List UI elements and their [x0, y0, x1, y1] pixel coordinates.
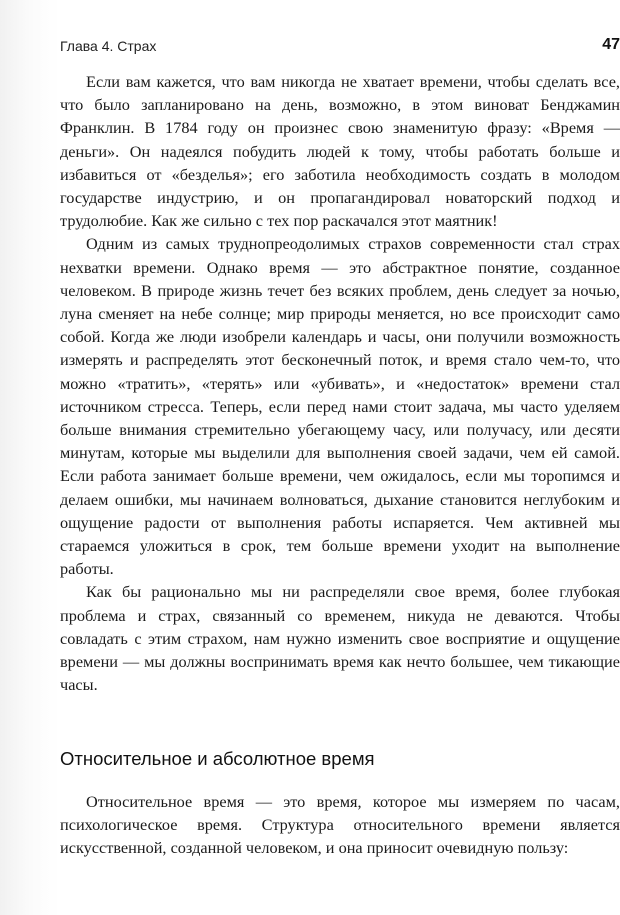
- paragraph-fear-of-time: Одним из самых труднопреодолимых страхов современности стал страх нехватки времени. Однако время — это абстрактное понятие, созданное человеком. В природе жизнь течет без всяких проблем, день следует за ночью, луна сменяет на небе солнце; мир природы меняется, но все происходит само собой. Когда же люди изобрели календарь и часы, они получили возможность измерять и распределять этот бесконечный поток, и время стало чем-то, что можно «тратить», «терять» или «убивать», и «недостаток» времени стал источником стресса. Теперь, если перед нами стоит задача, мы часто уделяем больше внимания стремительно убегающему часу, или получасу, или десяти минутам, которые мы выделили для выполнения своей задачи, чем ей самой. Если работа занимает больше времени, чем ожидалось, если мы торопимся и делаем ошибки, мы начинаем волноваться, дыхание становится неглубоким и ощущение радости от выполнения работы испаряется. Чем активней мы стараемся уложиться в срок, тем больше времени уходит на выполнение работы.: [60, 234, 620, 579]
- page-header: [60, 36, 620, 58]
- section-heading: Относительное и абсолютное время: [60, 748, 375, 769]
- chapter-body-text: [60, 70, 620, 696]
- paragraph-perception: Как бы рационально мы ни распределяли свое время, более глубокая проблема и страх, связанный со временем, никуда не деваются. Чтобы совладать с этим страхом, нам нужно изменить свое восприятие и ощущение времени — мы должны воспринимать время как нечто большее, чем тикающие часы.: [60, 582, 620, 695]
- page-number: 47: [602, 36, 620, 53]
- paragraph-franklin: Если вам кажется, что вам никогда не хватает времени, чтобы сделать все, что было запланировано на день, возможно, в этом виноват Бенджамин Франклин. В 1784 году он произнес свою знаменитую фразу: «Время — деньги». Он надеялся побудить людей к тому, чтобы работать больше и избавиться от «безделья»; его заботила необходимость создать в молодом государстве индустрию, и он пропагандировал новаторский подход и трудолюбие. Как же сильно с тех пор раскачался этот маятник!: [60, 72, 620, 231]
- paragraph-relative-time: Относительное время — это время, которое мы измеряем по часам, психологическое время. Структура относительного времени является искусственной, созданной человеком, и она приносит очевидную пользу:: [60, 792, 620, 858]
- running-head: Глава 4. Страх: [60, 38, 157, 54]
- section-body-text: [60, 790, 620, 860]
